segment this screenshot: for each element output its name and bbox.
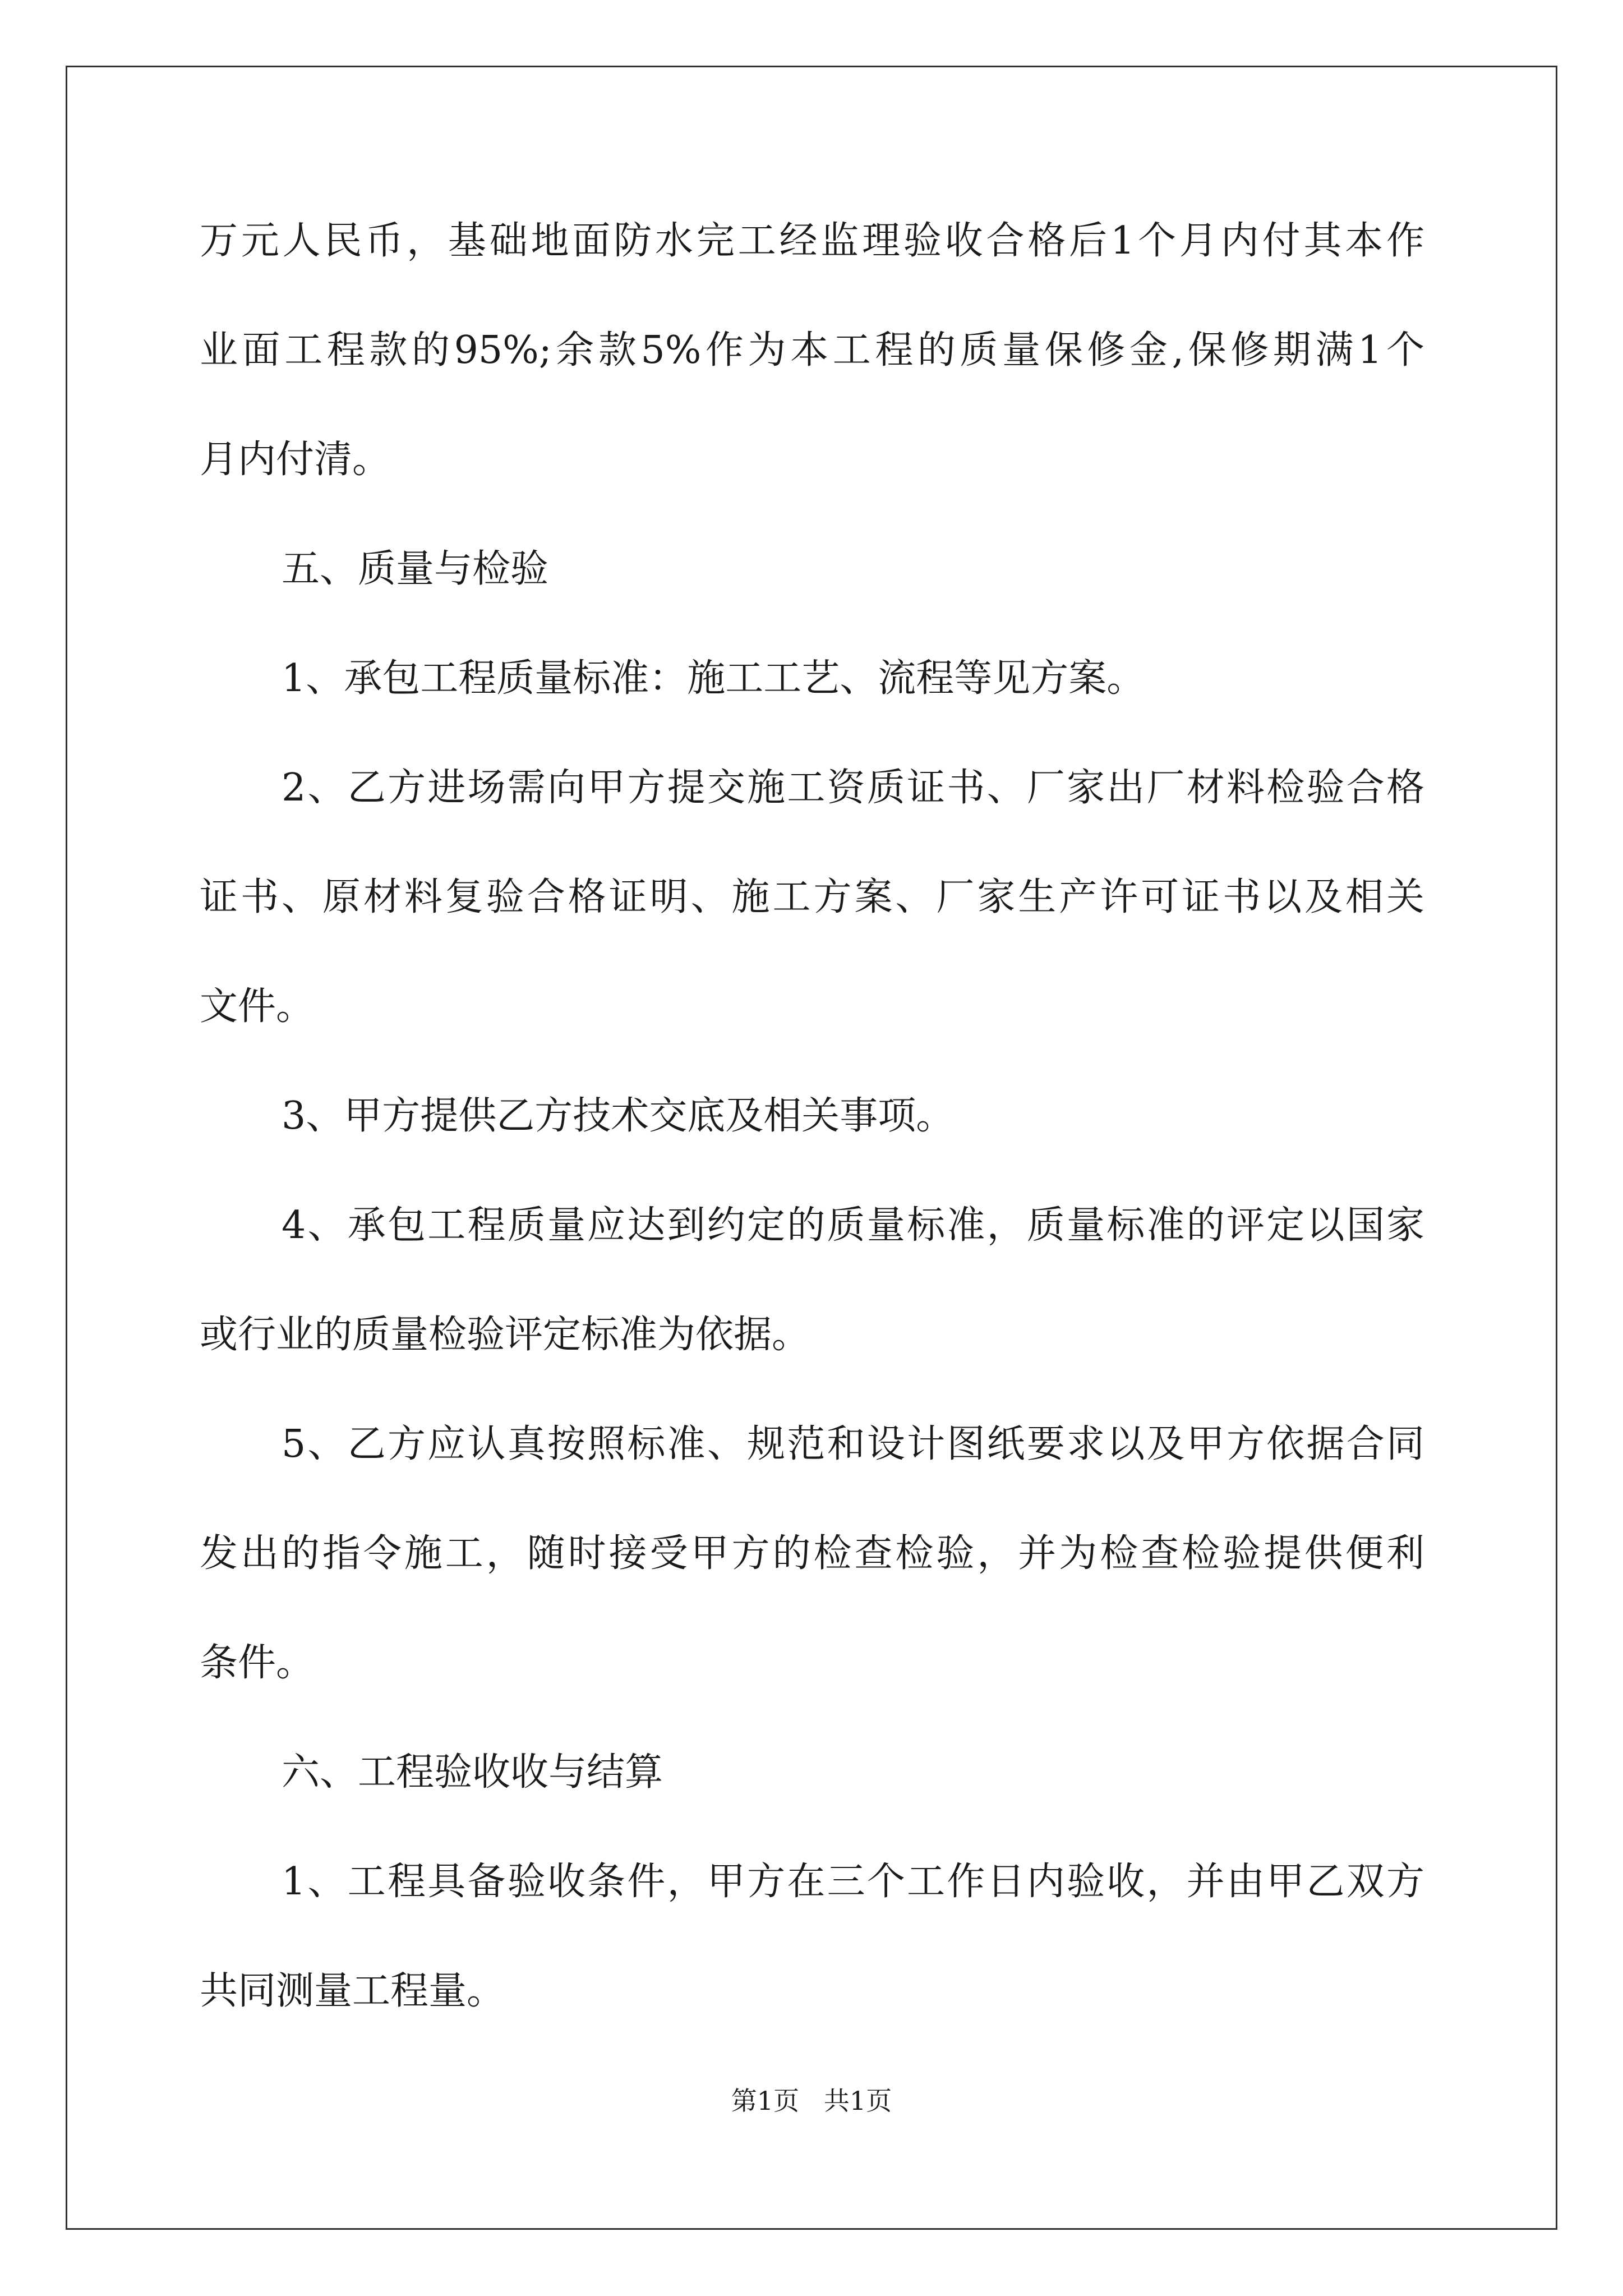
paragraph-line: 1、工程具备验收条件，甲方在三个工作日内验收，并由甲乙双方 — [282, 1860, 1424, 1904]
paragraph-line: 2、乙方进场需向甲方提交施工资质证书、厂家出厂材料检验合格 — [282, 766, 1424, 810]
section-heading: 六、工程验收收与结算 — [282, 1750, 663, 1795]
section-heading: 五、质量与检验 — [282, 547, 549, 591]
paragraph-line: 业面工程款的95%;余款5%作为本工程的质量保修金,保修期满1个 — [200, 328, 1424, 372]
paragraph-line: 1、承包工程质量标准：施工工艺、流程等见方案。 — [282, 656, 1145, 701]
paragraph-line: 条件。 — [200, 1641, 315, 1685]
paragraph-line: 月内付清。 — [200, 438, 391, 482]
paragraph-line: 发出的指令施工，随时接受甲方的检查检验，并为检查检验提供便利 — [200, 1531, 1424, 1576]
paragraph-line: 文件。 — [200, 984, 315, 1029]
paragraph-line: 5、乙方应认真按照标准、规范和设计图纸要求以及甲方依据合同 — [282, 1422, 1424, 1466]
paragraph-line: 4、承包工程质量应达到约定的质量标准，质量标准的评定以国家 — [282, 1203, 1424, 1248]
paragraph-line: 证书、原材料复验合格证明、施工方案、厂家生产许可证书以及相关 — [200, 875, 1424, 919]
paragraph-line: 3、甲方提供乙方技术交底及相关事项。 — [282, 1094, 955, 1138]
paragraph-line: 万元人民币，基础地面防水完工经监理验收合格后1个月内付其本作 — [200, 219, 1424, 263]
paragraph-line: 或行业的质量检验评定标准为依据。 — [200, 1313, 810, 1357]
paragraph-line: 共同测量工程量。 — [200, 1969, 505, 2013]
page-footer: 第1页 共1页 — [731, 2086, 892, 2116]
